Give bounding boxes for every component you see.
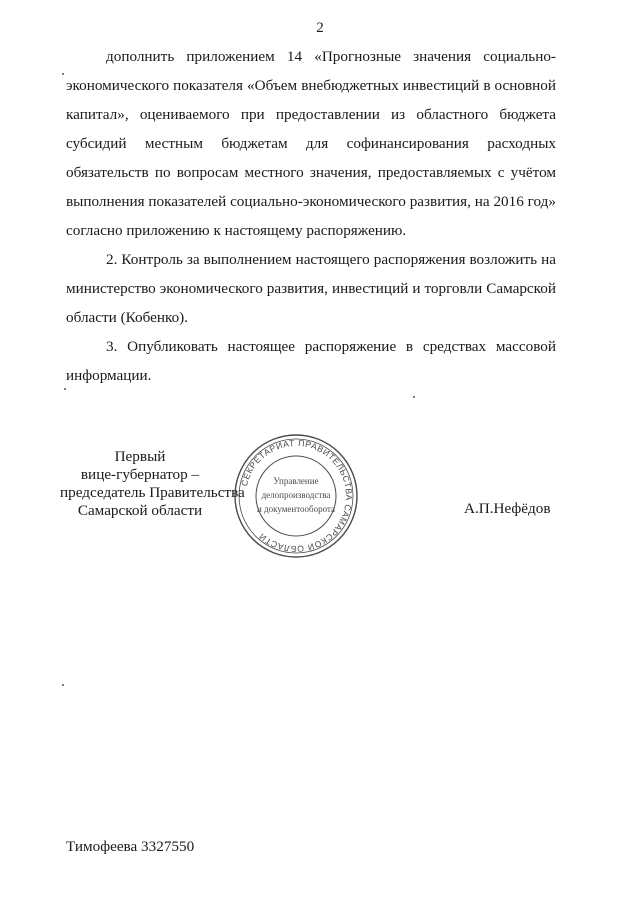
signatory-title-line: Первый xyxy=(114,448,166,465)
paragraph-control: 2. Контроль за выполнением настоящего распоряжения возложить на министерство экономического развития, инвестиций и торговли Самарской области (Кобенко). xyxy=(66,251,556,326)
signatory-name: А.П.Нефёдов xyxy=(464,500,551,517)
signatory-title-line: председатель Правительства xyxy=(60,484,245,501)
scan-speck xyxy=(62,684,64,686)
scan-speck xyxy=(62,73,64,75)
scan-speck xyxy=(64,388,66,390)
official-stamp xyxy=(232,432,360,560)
executor-contact: Тимофеева 3327550 xyxy=(66,838,195,855)
stamp-center-line: и документооборота xyxy=(256,504,336,514)
stamp-ring-text: СЕКРЕТАРИАТ ПРАВИТЕЛЬСТВА САМАРСКОЙ ОБЛАСТИ xyxy=(239,437,355,555)
page-number: 2 xyxy=(316,20,324,36)
stamp-center-line: Управление xyxy=(273,476,319,486)
signatory-title-line: Самарской области xyxy=(77,502,203,519)
scan-speck xyxy=(413,396,415,398)
signatory-title xyxy=(60,448,245,520)
paragraph-amendment: дополнить приложением 14 «Прогнозные значения социально-экономического показателя «Объем внебюджетных инвестиций в основной капитал», оцениваемого при предоставлении из областного бюджета субсидий местным бюджетам для софинансирования расходных обязательств по вопросам местного значения, предоставляемых с учётом выполнения показателей социально-экономического развития, на 2016 год» согласно приложению к настоящему распоряжению. xyxy=(66,48,556,239)
stamp-center-line: делопроизводства xyxy=(261,490,331,500)
paragraph-publish: 3. Опубликовать настоящее распоряжение в средствах массовой информации. xyxy=(66,338,556,384)
document-body xyxy=(66,42,556,390)
signatory-title-line: вице-губернатор – xyxy=(80,466,200,483)
